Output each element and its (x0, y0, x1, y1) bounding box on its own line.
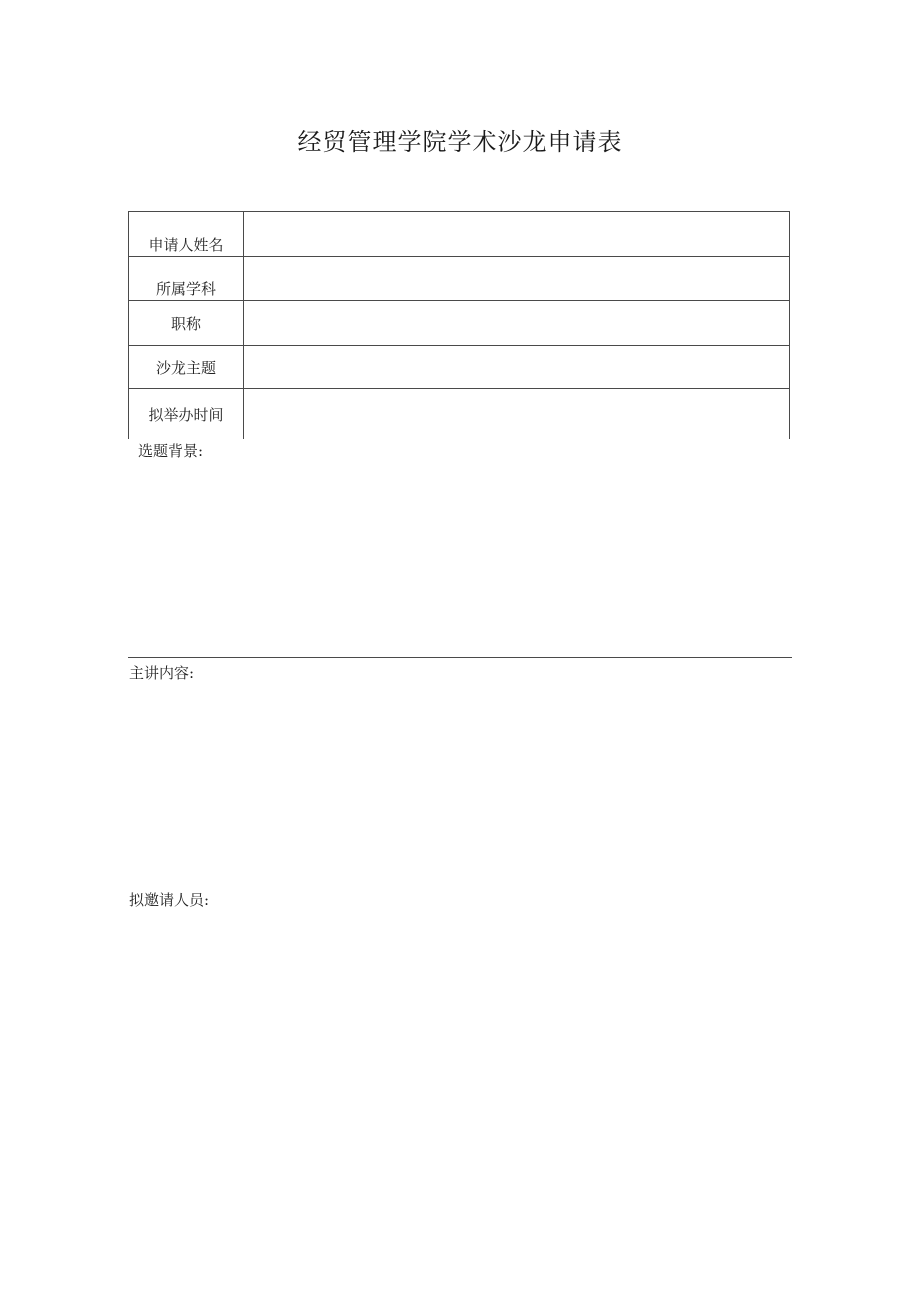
job-title-label: 职称 (129, 301, 244, 346)
table-row (129, 212, 790, 257)
salon-topic-field[interactable] (244, 346, 790, 389)
table-row (129, 346, 790, 389)
planned-time-label: 拟举办时间 (129, 389, 244, 440)
table-row (129, 301, 790, 346)
applicant-name-field[interactable] (244, 212, 790, 257)
topic-background-label: 选题背景: (138, 442, 204, 460)
applicant-name-label: 申请人姓名 (129, 212, 244, 257)
discipline-label: 所属学科 (129, 257, 244, 301)
discipline-field[interactable] (244, 257, 790, 301)
page-title: 经贸管理学院学术沙龙申请表 (297, 128, 623, 156)
table-row (129, 257, 790, 301)
planned-time-field[interactable] (244, 389, 790, 440)
table-row (129, 389, 790, 440)
section-divider (128, 657, 792, 658)
salon-topic-label: 沙龙主题 (129, 346, 244, 389)
lecture-content-label: 主讲内容: (129, 664, 195, 682)
invitees-label: 拟邀请人员: (129, 891, 210, 909)
job-title-field[interactable] (244, 301, 790, 346)
application-info-table (128, 211, 790, 439)
